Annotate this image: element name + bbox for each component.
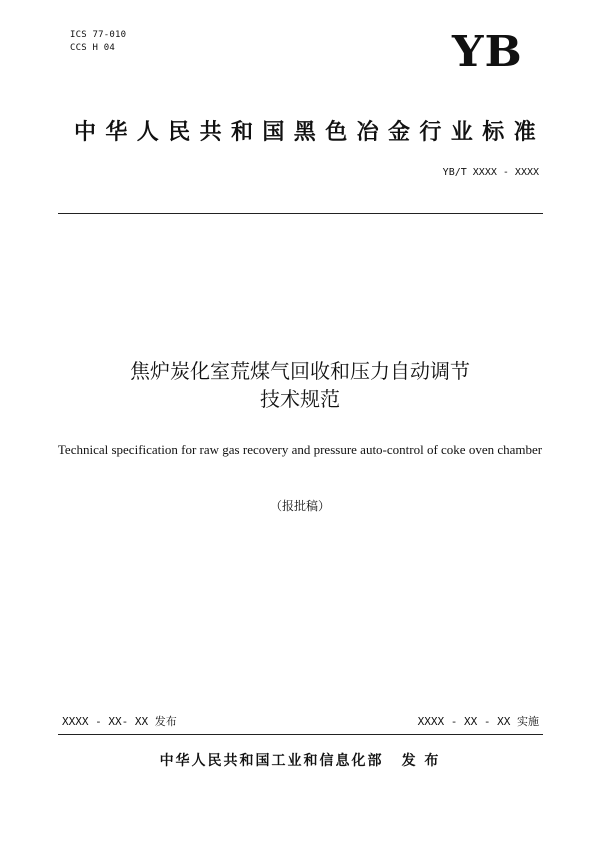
- ccs-code: CCS H 04: [70, 43, 115, 53]
- publisher-line: [0, 752, 600, 770]
- title-cn-line-2: 技术规范: [260, 387, 340, 411]
- classification-codes: [70, 29, 126, 55]
- publisher-name: 中华人民共和国工业和信息化部: [159, 753, 384, 769]
- document-title-en: Technical specification for raw gas recovery and pressure auto-control of coke oven chamber: [57, 442, 543, 457]
- publisher-action: 发 布: [401, 753, 441, 769]
- bottom-divider: [58, 734, 543, 735]
- implementation-date: XXXX - XX - XX 实施: [417, 715, 539, 728]
- issue-date: XXXX - XX- XX 发布: [62, 715, 177, 728]
- yb-logo: YB: [452, 27, 523, 76]
- top-divider: [58, 213, 543, 214]
- document-status: （报批稿）: [269, 499, 330, 513]
- document-title-cn: [0, 357, 600, 413]
- standard-category-title: 中华人民共和国黑色冶金行业标准: [74, 120, 546, 145]
- title-cn-line-1: 焦炉炭化室荒煤气回收和压力自动调节: [130, 359, 470, 383]
- ics-code: ICS 77-010: [70, 30, 127, 40]
- standard-number: YB/T XXXX - XXXX: [442, 167, 539, 178]
